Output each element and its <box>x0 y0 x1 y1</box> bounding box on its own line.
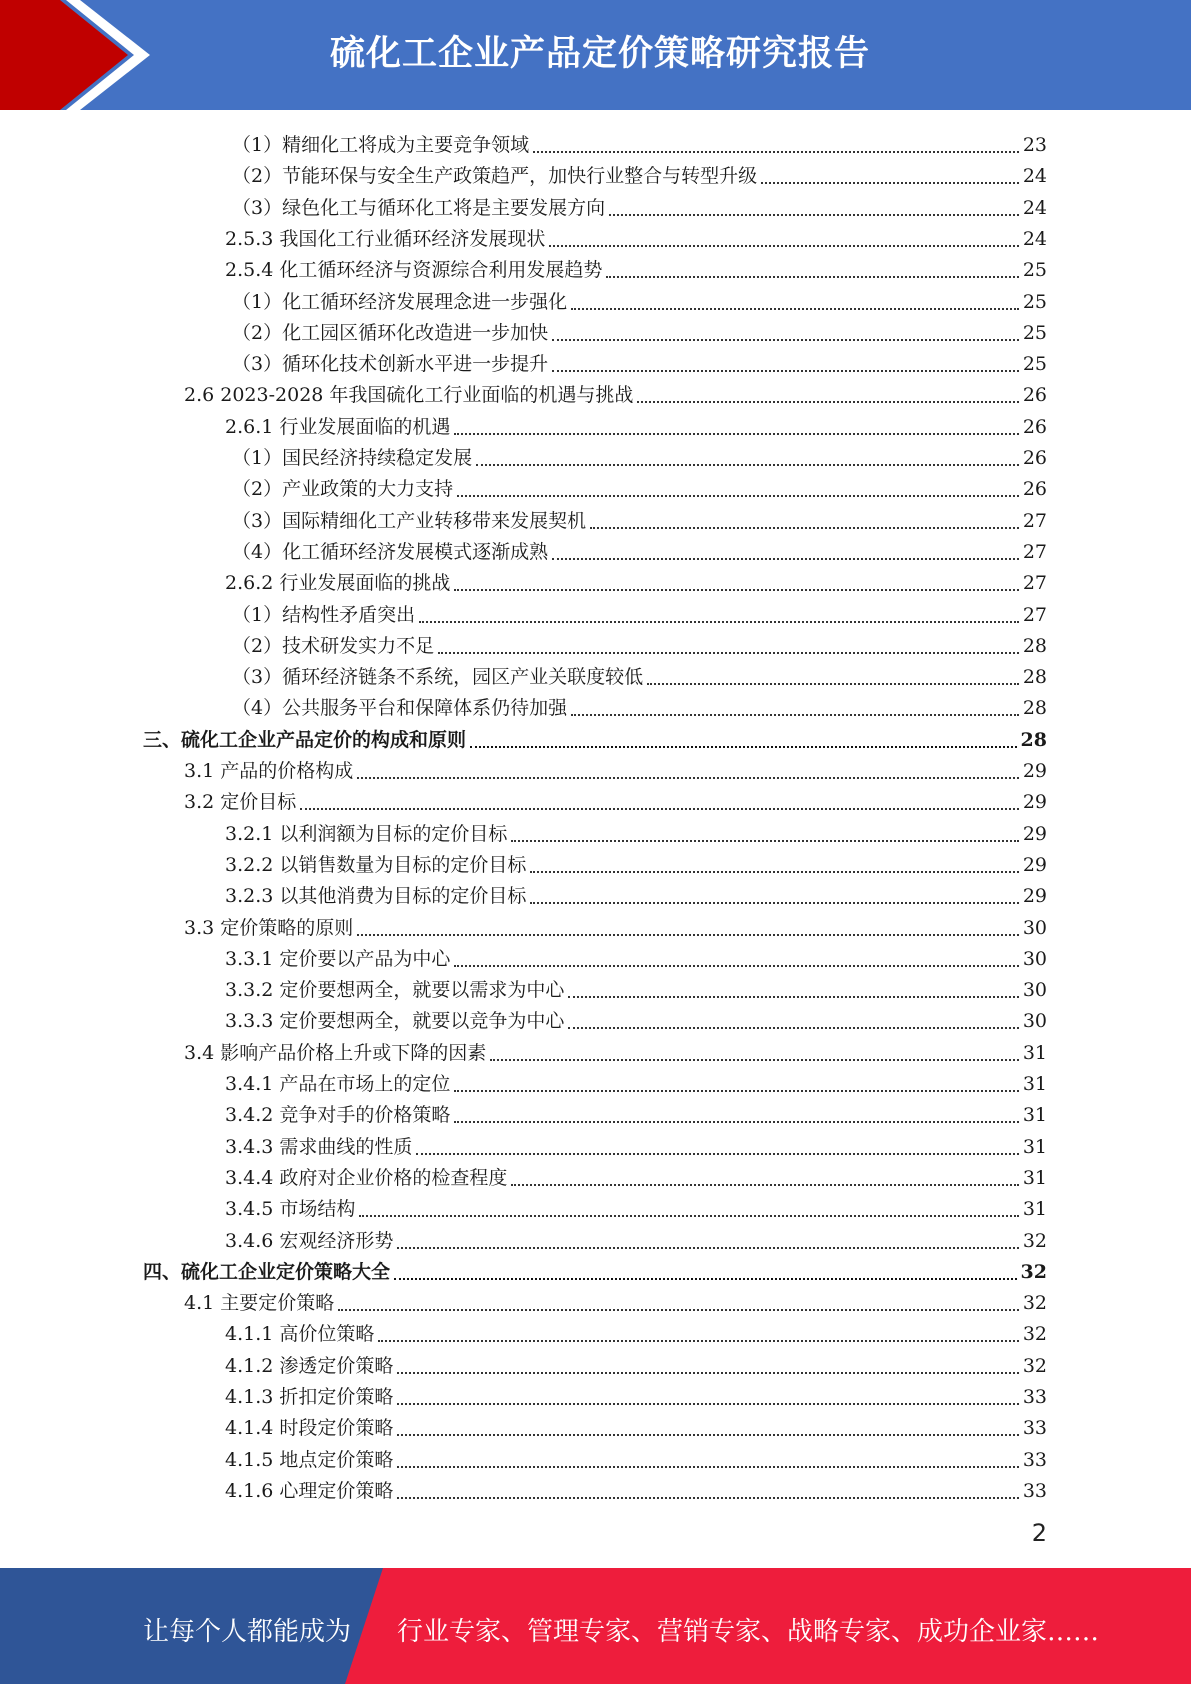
toc-entry-page: 30 <box>1022 979 1047 1002</box>
toc-entry[interactable] <box>184 1285 1047 1316</box>
toc-entry-page: 31 <box>1022 1135 1047 1158</box>
footer-slogan-left: 让每个人都能成为 <box>143 1617 352 1647</box>
toc-entry-label: 4.1.4 时段定价策略 <box>225 1417 394 1440</box>
toc-dot-leader <box>359 1213 1018 1217</box>
toc-entry-label: （4）化工循环经济发展模式逐渐成熟 <box>232 540 549 563</box>
toc-entry[interactable] <box>232 503 1047 534</box>
toc-entry-label: （3）循环化技术创新水平进一步提升 <box>232 353 549 376</box>
toc-entry-page: 23 <box>1022 134 1047 156</box>
toc-entry-page: 27 <box>1022 603 1047 626</box>
toc-entry-page: 33 <box>1022 1417 1047 1440</box>
toc-dot-leader <box>357 775 1019 779</box>
toc-entry-label: 3.4 影响产品价格上升或下降的因素 <box>184 1041 487 1064</box>
toc-entry[interactable] <box>225 1191 1047 1222</box>
toc-entry-label: 2.5.4 化工循环经济与资源综合利用发展趋势 <box>225 259 603 282</box>
toc-entry-page: 25 <box>1022 321 1047 344</box>
toc-dot-leader <box>476 462 1019 466</box>
toc-entry-page: 28 <box>1022 634 1047 657</box>
toc-entry[interactable] <box>225 1223 1047 1254</box>
toc-entry-page: 31 <box>1022 1073 1047 1095</box>
toc-entry[interactable] <box>184 1035 1047 1066</box>
toc-entry-page: 31 <box>1022 1198 1047 1221</box>
toc-entry-page: 32 <box>1022 1323 1047 1346</box>
toc-entry-label: 4.1.5 地点定价策略 <box>225 1448 394 1471</box>
page-footer <box>0 1568 1191 1684</box>
toc-dot-leader <box>470 744 1017 748</box>
toc-entry-page: 32 <box>1022 1292 1047 1315</box>
toc-dot-leader <box>761 180 1019 184</box>
toc-entry-page: 32 <box>1022 1354 1047 1377</box>
toc-dot-leader <box>397 1245 1018 1249</box>
toc-dot-leader <box>357 932 1019 936</box>
toc-entry-label: 三、硫化工企业产品定价的构成和原则 <box>143 728 467 751</box>
toc-entry-label: （1）结构性矛盾突出 <box>232 603 416 626</box>
toc-entry-page: 26 <box>1022 415 1047 438</box>
toc-dot-leader <box>590 525 1019 529</box>
toc-dot-leader <box>552 556 1019 560</box>
toc-entry[interactable] <box>225 1066 1047 1097</box>
toc-dot-leader <box>438 650 1019 654</box>
toc-entry[interactable] <box>225 252 1047 283</box>
toc-dot-leader <box>552 368 1019 372</box>
toc-entry[interactable] <box>225 1379 1047 1410</box>
report-title: 硫化工企业产品定价策略研究报告 <box>330 34 871 74</box>
toc-entry[interactable] <box>232 127 1047 158</box>
toc-entry-page: 25 <box>1022 290 1047 313</box>
toc-entry-label: 3.3 定价策略的原则 <box>184 916 354 939</box>
toc-entry-label: （3）循环经济链条不系统，园区产业关联度较低 <box>232 666 644 689</box>
toc-dot-leader <box>568 1025 1018 1029</box>
toc-entry[interactable] <box>184 910 1047 941</box>
toc-entry-label: 4.1.1 高价位策略 <box>225 1323 375 1346</box>
toc-entry-label: 2.5.3 我国化工行业循环经济发展现状 <box>225 227 546 250</box>
toc-entry-page: 29 <box>1022 853 1047 876</box>
toc-entry[interactable] <box>225 221 1047 252</box>
toc-entry[interactable] <box>225 409 1047 440</box>
toc-dot-leader <box>454 1119 1018 1123</box>
footer-slogan-right: 行业专家、管理专家、营销专家、战略专家、成功企业家…… <box>397 1617 1100 1647</box>
toc-dot-leader <box>606 274 1018 278</box>
toc-entry[interactable] <box>184 753 1047 784</box>
toc-entry[interactable] <box>232 659 1047 690</box>
toc-entry[interactable] <box>232 190 1047 221</box>
toc-dot-leader <box>397 1464 1018 1468</box>
toc-entry[interactable] <box>225 1442 1047 1473</box>
page-header <box>0 0 1191 110</box>
toc-dot-leader <box>637 399 1018 403</box>
toc-entry-page: 25 <box>1022 259 1047 282</box>
toc-entry[interactable] <box>232 628 1047 659</box>
toc-entry-label: 2.6.2 行业发展面临的挑战 <box>225 572 451 595</box>
toc-entry[interactable] <box>225 1160 1047 1191</box>
toc-entry-label: 3.4.5 市场结构 <box>225 1198 356 1221</box>
toc-entry[interactable] <box>225 847 1047 878</box>
toc-dot-leader <box>647 681 1019 685</box>
toc-entry-page: 28 <box>1020 728 1047 751</box>
toc-entry[interactable] <box>232 534 1047 565</box>
toc-entry[interactable] <box>184 377 1047 408</box>
toc-entry[interactable] <box>225 972 1047 1003</box>
toc-dot-leader <box>394 1276 1017 1280</box>
toc-entry-page: 29 <box>1022 791 1047 814</box>
toc-entry-label: 3.4.2 竞争对手的价格策略 <box>225 1104 451 1127</box>
toc-dot-leader <box>609 212 1019 216</box>
toc-entry-label: 3.3.1 定价要以产品为中心 <box>225 947 451 970</box>
toc-entry-page: 28 <box>1022 666 1047 689</box>
toc-entry[interactable] <box>232 690 1047 721</box>
toc-entry-page: 30 <box>1022 1010 1047 1033</box>
toc-entry-page: 29 <box>1022 822 1047 845</box>
toc-entry-label: （2）技术研发实力不足 <box>232 634 435 657</box>
toc-entry-page: 33 <box>1022 1479 1047 1502</box>
toc-entry[interactable] <box>232 346 1047 377</box>
toc-entry[interactable] <box>225 816 1047 847</box>
toc-entry[interactable] <box>225 1129 1047 1160</box>
toc-dot-leader <box>454 431 1018 435</box>
toc-dot-leader <box>511 838 1018 842</box>
toc-entry[interactable] <box>225 1348 1047 1379</box>
toc-entry-page: 27 <box>1022 509 1047 532</box>
toc-entry[interactable] <box>225 1003 1047 1034</box>
toc-entry-page: 31 <box>1022 1041 1047 1064</box>
toc-entry-label: 3.4.6 宏观经济形势 <box>225 1229 394 1252</box>
toc-dot-leader <box>397 1370 1018 1374</box>
toc-entry-page: 25 <box>1022 353 1047 376</box>
toc-entry-label: 3.2.3 以其他消费为目标的定价目标 <box>225 885 527 908</box>
toc-dot-leader <box>552 337 1019 341</box>
toc-entry[interactable] <box>232 440 1047 471</box>
toc-entry-label: 3.2.1 以利润额为目标的定价目标 <box>225 822 508 845</box>
toc-entry-label: 3.3.2 定价要想两全，就要以需求为中心 <box>225 979 565 1002</box>
toc-dot-leader <box>454 963 1018 967</box>
toc-dot-leader <box>530 900 1018 904</box>
page-number: 2 <box>1031 1519 1047 1547</box>
toc-entry-page: 32 <box>1022 1229 1047 1252</box>
toc-entry-label: 3.1 产品的价格构成 <box>184 760 354 782</box>
toc-dot-leader <box>533 149 1019 153</box>
toc-entry-page: 26 <box>1022 447 1047 469</box>
toc-entry-page: 24 <box>1022 196 1047 219</box>
toc-entry[interactable] <box>143 722 1047 753</box>
toc-entry[interactable] <box>225 1316 1047 1347</box>
toc-entry[interactable] <box>232 471 1047 502</box>
toc-dot-leader <box>300 806 1019 810</box>
toc-entry-page: 31 <box>1022 1104 1047 1127</box>
toc-entry-label: 3.4.3 需求曲线的性质 <box>225 1135 413 1158</box>
toc-entry-page: 24 <box>1022 227 1047 250</box>
toc-entry-page: 30 <box>1022 916 1047 939</box>
toc-entry-page: 26 <box>1022 478 1047 501</box>
toc-entry-label: （4）公共服务平台和保障体系仍待加强 <box>232 697 568 720</box>
toc-dot-leader <box>568 994 1018 998</box>
toc-entry-label: 4.1.6 心理定价策略 <box>225 1479 394 1502</box>
toc-entry-label: （1）化工循环经济发展理念进一步强化 <box>232 290 568 313</box>
toc-entry-label: （1）精细化工将成为主要竞争领域 <box>232 134 530 156</box>
toc-entry-label: 3.4.1 产品在市场上的定位 <box>225 1073 451 1095</box>
toc-entry-page: 26 <box>1022 384 1047 407</box>
toc-entry-page: 32 <box>1020 1260 1047 1283</box>
toc-entry-label: 4.1.3 折扣定价策略 <box>225 1386 394 1408</box>
toc-dot-leader <box>419 619 1019 623</box>
toc-dot-leader <box>457 493 1019 497</box>
toc-entry-label: 3.2.2 以销售数量为目标的定价目标 <box>225 853 527 876</box>
toc-entry-label: 3.3.3 定价要想两全，就要以竞争为中心 <box>225 1010 565 1033</box>
toc-entry-page: 31 <box>1022 1166 1047 1189</box>
toc-dot-leader <box>397 1432 1018 1436</box>
toc-entry-page: 33 <box>1022 1386 1047 1408</box>
toc-dot-leader <box>571 712 1019 716</box>
toc-entry[interactable] <box>232 315 1047 346</box>
toc-entry-label: （2）化工园区循环化改造进一步加快 <box>232 321 549 344</box>
toc-dot-leader <box>338 1307 1019 1311</box>
toc-entry[interactable] <box>143 1254 1047 1285</box>
toc-dot-leader <box>490 1057 1019 1061</box>
toc-entry[interactable] <box>184 784 1047 815</box>
toc-entry-label: （1）国民经济持续稳定发展 <box>232 447 473 469</box>
toc-entry-label: 四、硫化工企业定价策略大全 <box>143 1260 391 1283</box>
toc-entry-page: 33 <box>1022 1448 1047 1471</box>
toc-dot-leader <box>416 1151 1018 1155</box>
toc-entry-page: 27 <box>1022 540 1047 563</box>
toc-entry-label: 4.1.2 渗透定价策略 <box>225 1354 394 1377</box>
toc-dot-leader <box>454 587 1018 591</box>
toc-entry-label: 4.1 主要定价策略 <box>184 1292 335 1315</box>
toc-entry-label: 2.6 2023-2028 年我国硫化工行业面临的机遇与挑战 <box>184 384 634 407</box>
toc-dot-leader <box>571 306 1019 310</box>
toc-entry-page: 24 <box>1022 165 1047 188</box>
toc-entry[interactable] <box>225 565 1047 596</box>
toc-entry[interactable] <box>232 597 1047 628</box>
toc-entry-label: （3）国际精细化工产业转移带来发展契机 <box>232 509 587 532</box>
toc-entry[interactable] <box>225 941 1047 972</box>
toc-entry-page: 30 <box>1022 947 1047 970</box>
toc-entry-page: 29 <box>1022 760 1047 782</box>
toc-entry-page: 28 <box>1022 697 1047 720</box>
toc-dot-leader <box>549 243 1018 247</box>
toc-dot-leader <box>454 1088 1018 1092</box>
toc-entry-label: （3）绿色化工与循环化工将是主要发展方向 <box>232 196 606 219</box>
toc-entry[interactable] <box>225 1097 1047 1128</box>
toc-entry-page: 27 <box>1022 572 1047 595</box>
toc-entry-label: 3.4.4 政府对企业价格的检查程度 <box>225 1166 508 1189</box>
toc-entry-label: 2.6.1 行业发展面临的机遇 <box>225 415 451 438</box>
toc-entry[interactable] <box>225 1410 1047 1441</box>
toc-dot-leader <box>530 869 1018 873</box>
toc-entry[interactable] <box>232 284 1047 315</box>
toc-entry-label: （2）节能环保与安全生产政策趋严，加快行业整合与转型升级 <box>232 165 758 188</box>
toc-entry-label: 3.2 定价目标 <box>184 791 297 814</box>
toc-entry-label: （2）产业政策的大力支持 <box>232 478 454 501</box>
toc-dot-leader <box>397 1495 1018 1499</box>
toc-entry[interactable] <box>225 878 1047 909</box>
toc-entry[interactable] <box>232 158 1047 189</box>
toc-entry-page: 29 <box>1022 885 1047 908</box>
toc-entry[interactable] <box>225 1473 1047 1504</box>
toc-dot-leader <box>397 1401 1018 1405</box>
toc-dot-leader <box>511 1182 1018 1186</box>
toc-dot-leader <box>378 1338 1018 1342</box>
